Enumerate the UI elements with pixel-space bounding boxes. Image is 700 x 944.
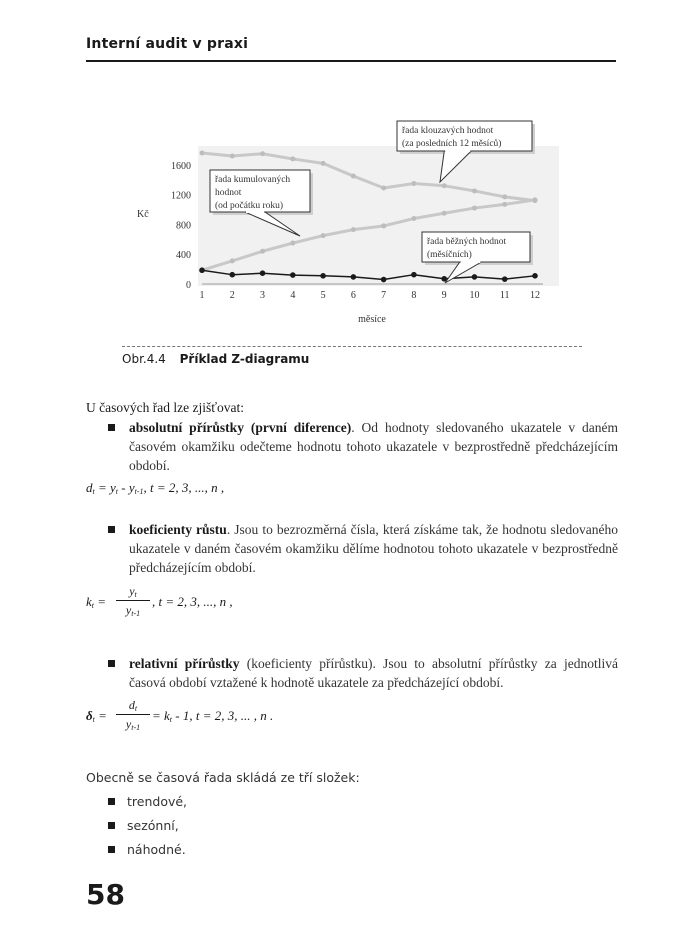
bullet-square: [108, 424, 115, 431]
data-point: [351, 227, 356, 232]
item-text: (koeficienty přírůstku). Jsou to absolutní přírůstky za jednotlivá časová období vztažené k hodnotě ukazatele za předcházející období.: [129, 656, 618, 690]
data-point: [229, 272, 235, 278]
data-point: [442, 211, 447, 216]
page-number: 58: [86, 878, 125, 911]
data-point: [532, 273, 538, 279]
data-point: [260, 249, 265, 254]
running-header: Interní audit v praxi: [86, 36, 249, 52]
term-growth-coefficients: koeficienty růstu: [129, 522, 227, 537]
data-point: [502, 276, 508, 282]
bullet-square: [108, 526, 115, 533]
item-text: . Jsou to bezrozměrná čísla, která získáme tak, že hodnotu sledovaného ukazatele v daném časovém okamžiku dělíme hodnotou tohoto ukazatele v bezprostředně předcházejícím období.: [129, 522, 618, 575]
fraction-line: [116, 600, 150, 601]
bullet-square: [108, 798, 115, 805]
x-tick-label: 6: [350, 290, 356, 301]
data-point: [502, 202, 507, 207]
data-point: [230, 258, 235, 263]
x-tick-label: 12: [530, 290, 540, 301]
annotation-text: řada běžných hodnot: [427, 237, 507, 247]
figure-number: Obr.4.4: [122, 352, 166, 366]
data-point: [502, 194, 507, 199]
x-tick-label: 10: [469, 290, 480, 301]
fraction-denominator: $y_{t-1}$: [125, 603, 141, 618]
annotation-text: hodnot: [215, 188, 242, 198]
bullet-square: [108, 660, 115, 667]
list-item: [108, 520, 618, 577]
intro-text: U časových řad lze zjišťovat:: [86, 400, 244, 415]
formula-range: , t = 2, 3, ..., n ,: [152, 594, 233, 609]
formula-absolute-increment: $d_t = y_t - y_{t-1}$, t = 2, 3, ..., n ,: [86, 480, 225, 496]
annotation-text: (za posledních 12 měsíců): [402, 139, 502, 149]
list-item: [108, 418, 618, 475]
data-point: [411, 181, 416, 186]
data-point: [411, 216, 416, 221]
x-tick-label: 2: [229, 290, 235, 301]
term-relative-increments: relativní přírůstky: [129, 656, 240, 671]
data-point: [472, 274, 478, 280]
data-point: [411, 272, 417, 278]
list-item: náhodné.: [108, 842, 186, 857]
fraction-numerator: $y_t$: [129, 584, 137, 599]
data-point: [200, 150, 205, 155]
components-intro: Obecně se časová řada skládá ze tří složek:: [86, 770, 360, 785]
data-point: [260, 270, 266, 276]
data-point: [230, 153, 235, 158]
formula-rest: = $k_t - 1$, t = 2, 3, ... , n .: [152, 708, 274, 724]
annotation-text: řada kumulovaných: [215, 175, 291, 185]
data-point: [381, 277, 387, 283]
data-point: [472, 188, 477, 193]
data-point: [290, 241, 295, 246]
x-tick-label: 8: [411, 290, 417, 301]
fraction-line: [116, 714, 150, 715]
bullet-square: [108, 846, 115, 853]
y-tick-label: 800: [176, 220, 191, 232]
data-point: [290, 272, 296, 278]
bullet-square: [108, 822, 115, 829]
data-point: [290, 156, 295, 161]
annotation-text: řada klouzavých hodnot: [402, 126, 494, 136]
fraction-denominator: $y_{t-1}$: [125, 717, 141, 732]
list-item: [108, 654, 618, 692]
figure-title: Příklad Z-diagramu: [179, 352, 310, 366]
x-tick-label: 4: [290, 290, 296, 301]
data-point: [381, 185, 386, 190]
data-point: [321, 161, 326, 166]
data-point: [199, 267, 205, 273]
x-axis-label: měsíce: [358, 314, 386, 325]
y-tick-label: 400: [176, 250, 191, 262]
list-item: trendové,: [108, 794, 187, 809]
x-tick-label: 7: [381, 290, 387, 301]
fraction-numerator: $d_t$: [128, 698, 138, 713]
data-point: [351, 274, 357, 280]
data-point: [381, 223, 386, 228]
x-tick-label: 1: [199, 290, 205, 301]
list-item: sezónní,: [108, 818, 179, 833]
z-diagram-chart: [0, 0, 700, 340]
x-tick-label: 3: [260, 290, 266, 301]
annotation-text: (od počátku roku): [215, 201, 284, 211]
x-tick-label: 9: [441, 290, 447, 301]
data-point: [320, 273, 326, 279]
data-point: [472, 206, 477, 211]
y-axis-label: Kč: [137, 209, 149, 220]
x-tick-label: 11: [499, 290, 510, 301]
formula-relative-increment: $\delta_t$ =: [86, 708, 107, 724]
data-point: [321, 233, 326, 238]
formula-growth-coefficient: $k_t$ =: [86, 594, 107, 610]
item-text: . Od hodnoty sledovaného ukazatele v daném časovém okamžiku odečteme hodnotu tohoto ukazatele v bezprostředně předcházejícím období.: [129, 420, 618, 473]
x-tick-label: 5: [320, 290, 326, 301]
data-point: [260, 151, 265, 156]
y-tick-label: 1200: [171, 190, 191, 202]
data-point: [442, 183, 447, 188]
data-point: [351, 174, 356, 179]
term-absolute-increments: absolutní přírůstky (první diference): [129, 420, 352, 435]
caption-rule: [122, 346, 582, 347]
figure-caption: [122, 352, 309, 366]
annotation-text: (měsíčních): [427, 250, 472, 260]
y-tick-label: 0: [186, 280, 191, 291]
data-point: [533, 197, 538, 202]
y-tick-label: 1600: [171, 160, 191, 172]
